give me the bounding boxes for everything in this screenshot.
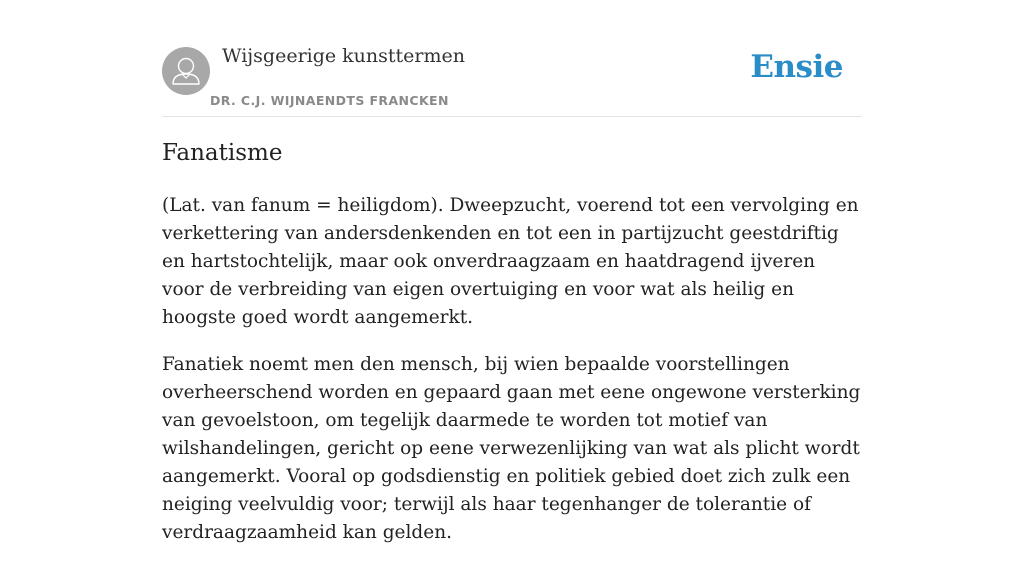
entry-paragraph: Fanatiek noemt men den mensch, bij wien bepaalde voorstellingen overheerschend worden en gepaard gaan met eene ongewone versterking van gevoelstoon, om tegelijk daarmede te worden tot motief van wilshandelingen, gericht op eene verwezenlijking van wat als plicht wordt aangemerkt. Vooral op godsdienstig en politiek gebied doet zich zulk een neiging veelvuldig voor; terwijl als haar tegenhanger de tolerantie of verdraagzaamheid kan gelden. <box>162 354 861 543</box>
book-title[interactable]: Wijsgeerige kunsttermen <box>222 45 466 67</box>
entry-title: Fanatisme <box>162 140 283 166</box>
author-avatar[interactable] <box>162 47 210 95</box>
entry-body <box>162 192 862 566</box>
entry-header <box>162 0 862 117</box>
author-name[interactable]: DR. C.J. WIJNAENDTS FRANCKEN <box>210 93 449 108</box>
user-icon <box>162 47 210 95</box>
entry-paragraph: (Lat. van fanum = heiligdom). Dweepzucht, voerend tot een vervolging en verkettering van andersdenkenden en tot een in partijzucht geestdriftig en hartstochtelijk, maar ook onverdraagzaam en haatdragend ijveren voor de verbreiding van eigen overtuiging en voor wat als heilig en hoogste goed wordt aangemerkt. <box>162 195 859 328</box>
page-container <box>162 0 862 543</box>
ensie-logo[interactable]: Ensie <box>750 49 843 85</box>
